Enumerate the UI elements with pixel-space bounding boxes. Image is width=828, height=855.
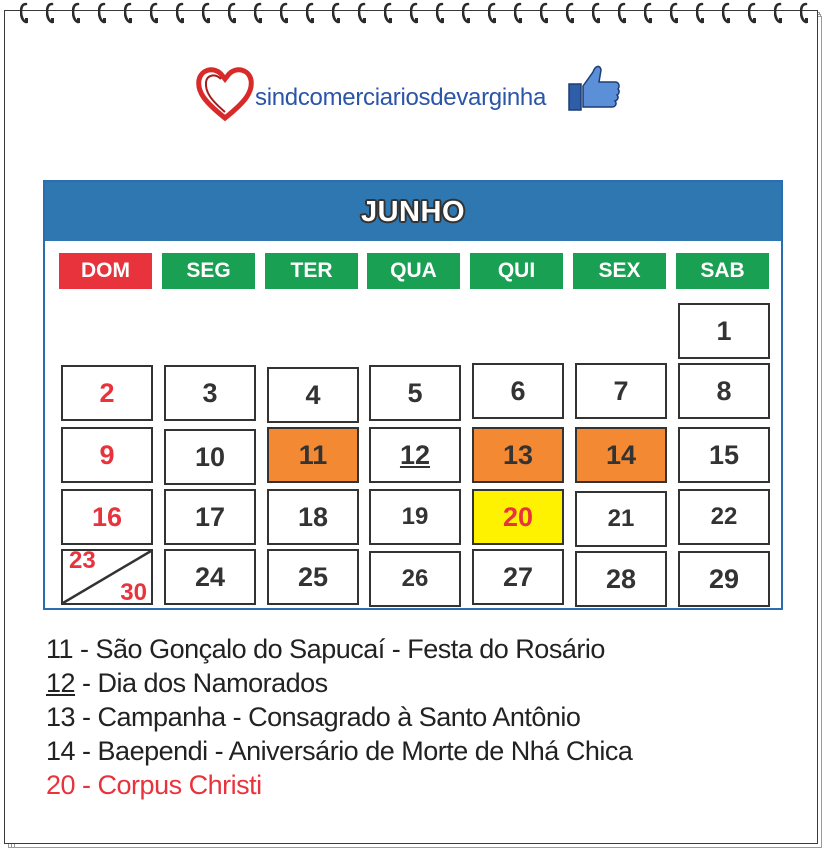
weekday-sex: SEX	[573, 253, 666, 289]
binding-ring	[488, 2, 497, 24]
day-cell: 27	[472, 549, 564, 605]
heart-icon	[195, 62, 255, 122]
day-cell-holiday: 20	[472, 489, 564, 545]
binding-ring	[410, 2, 419, 24]
day-cell: 18	[267, 489, 359, 545]
binding-ring	[748, 2, 757, 24]
binding-ring	[306, 2, 315, 24]
event-item	[46, 632, 806, 666]
calendar-header	[45, 182, 781, 241]
binding-ring	[124, 2, 133, 24]
spiral-binding	[20, 0, 810, 30]
event-text: - Baependi - Aniversário de Morte de Nhá Chica	[75, 736, 633, 766]
day-cell: 1	[678, 303, 770, 359]
binding-ring	[540, 2, 549, 24]
binding-ring	[644, 2, 653, 24]
month-title: JUNHO	[360, 196, 465, 228]
event-item	[46, 666, 806, 700]
binding-ring	[202, 2, 211, 24]
binding-ring	[280, 2, 289, 24]
day-cell: 9	[61, 427, 153, 483]
day-cell: 3	[164, 365, 256, 421]
binding-ring	[228, 2, 237, 24]
event-day: 12	[46, 668, 76, 698]
event-item	[46, 734, 806, 768]
day-cell: 10	[164, 429, 256, 485]
binding-ring	[670, 2, 679, 24]
event-text: - São Gonçalo do Sapucaí - Festa do Rosário	[73, 634, 605, 664]
day-cell: 5	[369, 365, 461, 421]
binding-ring	[358, 2, 367, 24]
event-item-holiday	[46, 768, 806, 802]
event-text: - Corpus Christi	[75, 770, 262, 800]
binding-ring	[774, 2, 783, 24]
day-cell: 7	[575, 363, 667, 419]
event-day: 14	[46, 736, 76, 766]
weekday-ter: TER	[265, 253, 358, 289]
weekday-qui: QUI	[470, 253, 563, 289]
day-number: 12	[399, 440, 431, 470]
event-day: 13	[46, 702, 76, 732]
day-cell: 17	[164, 489, 256, 545]
event-text: - Campanha - Consagrado à Santo Antônio	[75, 702, 581, 732]
event-day: 11	[46, 634, 74, 664]
binding-ring	[176, 2, 185, 24]
binding-ring	[46, 2, 55, 24]
day-cell-event: 13	[472, 427, 564, 483]
binding-ring	[20, 2, 29, 24]
binding-ring	[72, 2, 81, 24]
weekday-sab: SAB	[676, 253, 769, 289]
brand-name: sindcomerciariosdevarginha	[255, 84, 547, 111]
day-cell: 6	[472, 363, 564, 419]
day-cell: 29	[678, 551, 770, 607]
binding-ring	[254, 2, 263, 24]
day-cell-split	[61, 549, 153, 605]
event-list	[46, 632, 806, 802]
event-day: 20	[46, 770, 76, 800]
weekday-seg: SEG	[162, 253, 255, 289]
binding-ring	[462, 2, 471, 24]
binding-ring	[592, 2, 601, 24]
day-cell: 15	[678, 427, 770, 483]
day-number: 23	[69, 547, 96, 574]
binding-ring	[332, 2, 341, 24]
weekday-dom: DOM	[59, 253, 152, 289]
brand-logo	[195, 62, 635, 122]
day-cell: 2	[61, 365, 153, 421]
binding-ring	[436, 2, 445, 24]
day-cell: 26	[369, 551, 461, 607]
binding-ring	[800, 2, 809, 24]
day-cell: 22	[678, 489, 770, 545]
day-number: 30	[120, 579, 147, 606]
binding-ring	[618, 2, 627, 24]
event-text: - Dia dos Namorados	[75, 668, 328, 698]
binding-ring	[98, 2, 107, 24]
day-cell: 8	[678, 363, 770, 419]
day-cell: 24	[164, 549, 256, 605]
weekday-qua: QUA	[367, 253, 460, 289]
binding-ring	[514, 2, 523, 24]
day-cell-event: 11	[267, 427, 359, 483]
binding-ring	[696, 2, 705, 24]
event-item	[46, 700, 806, 734]
day-cell: 16	[61, 489, 153, 545]
day-cell: 19	[369, 489, 461, 545]
day-cell: 28	[575, 551, 667, 607]
binding-ring	[150, 2, 159, 24]
day-cell: 25	[267, 549, 359, 605]
thumbs-up-icon	[567, 62, 621, 112]
day-cell-event: 14	[575, 427, 667, 483]
day-cell: 4	[267, 367, 359, 423]
binding-ring	[384, 2, 393, 24]
binding-ring	[566, 2, 575, 24]
binding-ring	[722, 2, 731, 24]
day-cell-event	[369, 427, 461, 483]
month-calendar	[43, 180, 783, 610]
day-cell: 21	[575, 491, 667, 547]
